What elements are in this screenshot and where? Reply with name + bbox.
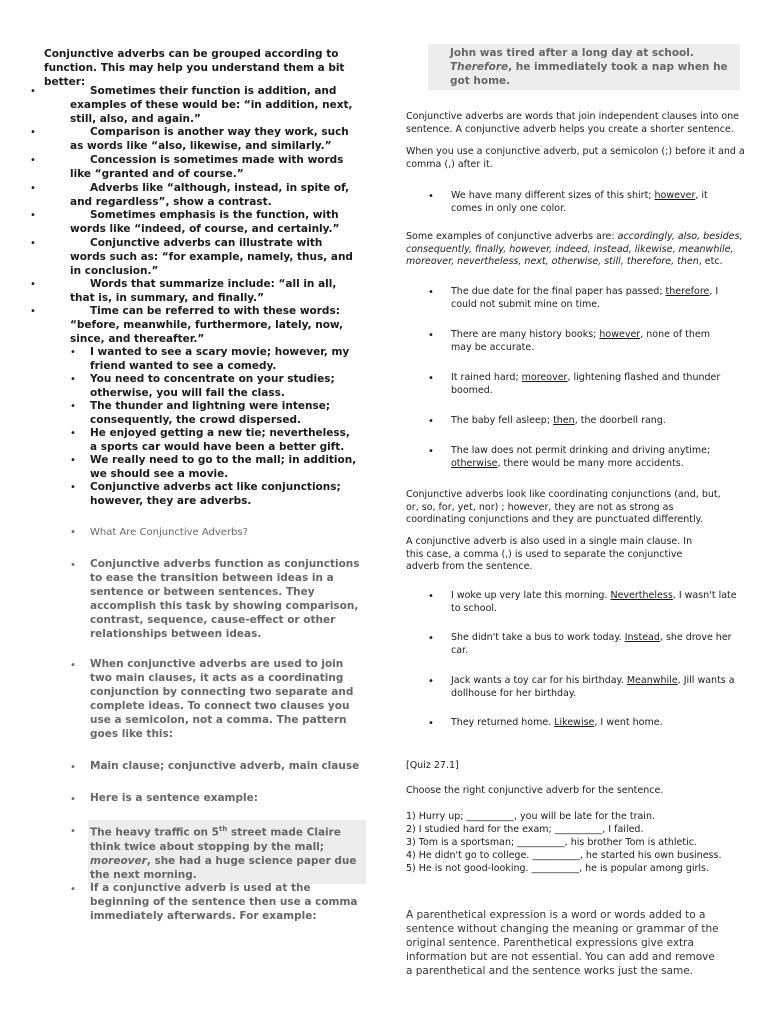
- bullet-icon: •: [70, 374, 76, 385]
- bullet-icon: •: [30, 210, 36, 221]
- traffic-example: [88, 820, 366, 884]
- traffic-text-end: , she had a huge science paper due the next morning.: [90, 854, 357, 881]
- sentence-text: The due date for the final paper has passed;: [451, 286, 666, 297]
- list-item: Words that summarize include: “all in all, that is, in summary, and finally.”: [70, 278, 337, 304]
- bullet-icon: •: [70, 794, 76, 805]
- list-item: Sometimes their function is addition, and examples of these would be: “in addition, next, still, also, and again.”: [70, 85, 353, 125]
- bullet-icon: •: [70, 762, 76, 773]
- sentence-text: , I went home.: [594, 717, 663, 728]
- list-item: Adverbs like “although, instead, in spite of, and regardless”, show a contrast.: [70, 182, 350, 208]
- list-item: [451, 590, 741, 615]
- bullet-icon: •: [428, 330, 434, 341]
- coordinating-paragraph: Conjunctive adverbs look like coordinating conjunctions (and, but, or, so, for, yet, nor) ; however, they are not as strong as coordinating conjunctions and they are punctuated differently.: [406, 489, 721, 525]
- bullet-icon: •: [70, 884, 76, 895]
- sentence-text: , the doorbell rang.: [574, 415, 666, 426]
- join-paragraph: When conjunctive adverbs are used to join two main clauses, it acts as a coordinating conjunction by connecting two separate and complete ideas. To connect two clauses you use a semicolon, not a comma. The pattern goes like this:: [90, 658, 354, 740]
- bullet-icon: •: [30, 238, 36, 249]
- list-item: [451, 329, 731, 354]
- traffic-superscript: th: [218, 825, 228, 833]
- beginning-paragraph: If a conjunctive adverb is used at the beginning of the sentence then use a comma immediately afterwards. For example:: [90, 882, 358, 922]
- sentence-text: , there would be many more accidents.: [497, 457, 684, 469]
- bullet-icon: •: [428, 287, 434, 298]
- sentence-text: I woke up very late this morning.: [451, 590, 611, 601]
- bullet-icon: •: [30, 183, 36, 194]
- bullet-icon: •: [30, 86, 36, 97]
- some-examples-lead: Some examples of conjunctive adverbs are:: [406, 231, 618, 242]
- bullet-icon: •: [70, 482, 76, 493]
- bullet-icon: •: [428, 446, 434, 457]
- list-item: Sometimes emphasis is the function, with words like “indeed, of course, and certainly.”: [70, 209, 340, 235]
- shirt-text-start: We have many different sizes of this shirt;: [451, 190, 655, 201]
- bullet-icon: •: [428, 676, 434, 687]
- bullet-icon: •: [70, 560, 76, 571]
- bullet-icon: •: [70, 660, 76, 671]
- sentence-text: The law does not permit drinking and driving anytime;: [451, 445, 711, 456]
- some-examples-tail: , etc.: [698, 256, 723, 267]
- quiz-item: 4) He didn't go to college. __________, he started his own business.: [406, 850, 722, 861]
- list-item: [451, 415, 731, 428]
- underlined-word: then: [553, 415, 575, 426]
- list-item: [451, 675, 741, 700]
- bullet-icon: •: [70, 428, 76, 439]
- list-item: The thunder and lightning were intense; consequently, the crowd dispersed.: [90, 400, 331, 426]
- bullet-icon: •: [428, 633, 434, 644]
- what-are-heading: What Are Conjunctive Adverbs?: [90, 527, 248, 538]
- shirt-text-end: , it comes in only one color.: [451, 190, 708, 214]
- bullet-icon: •: [70, 401, 76, 412]
- list-item: [451, 286, 731, 311]
- semicolon-rule-paragraph: When you use a conjunctive adverb, put a semicolon (;) before it and a comma (,) after it.: [406, 146, 745, 170]
- list-item: Comparison is another way they work, such as words like “also, likewise, and similarly.”: [70, 126, 349, 152]
- bullet-icon: •: [30, 155, 36, 166]
- john-text-start: John was tired after a long day at school.: [450, 47, 694, 59]
- shirt-underlined-word: however: [654, 190, 696, 201]
- single-clause-paragraph: A conjunctive adverb is also used in a single main clause. In this case, a comma (,) is used to separate the conjunctive adverb from the sentence.: [406, 536, 693, 572]
- john-text-end: , he immediately took a nap when he got home.: [450, 61, 728, 87]
- traffic-text-mid: street made Claire think twice about stopping by the mall;: [90, 826, 341, 853]
- traffic-text-start: The heavy traffic on 5: [90, 826, 219, 839]
- bullet-icon: •: [428, 373, 434, 384]
- sentence-text: Jack wants a toy car for his birthday.: [451, 675, 627, 686]
- quiz-instruction: Choose the right conjunctive adverb for the sentence.: [406, 785, 664, 796]
- sentence-text: , I could not submit mine on time.: [451, 286, 719, 310]
- list-item: [451, 717, 741, 730]
- quiz-item: 5) He is not good-looking. __________, he is popular among girls.: [406, 863, 710, 874]
- bullet-icon: •: [428, 191, 434, 202]
- john-example: [428, 44, 740, 90]
- bullet-icon: •: [30, 306, 36, 317]
- definition-paragraph: Conjunctive adverbs are words that join independent clauses into one sentence. A conjunctive adverb helps you create a shorter sentence.: [406, 111, 740, 135]
- sentence-text: There are many history books;: [451, 329, 600, 340]
- sentence-text: , she drove her car.: [451, 632, 732, 656]
- john-italic-word: Therefore: [450, 61, 509, 73]
- sentence-text: , none of them may be accurate.: [451, 329, 710, 353]
- bullet-icon: •: [70, 455, 76, 466]
- underlined-word: Nevertheless: [610, 590, 673, 601]
- underlined-word: Likewise: [554, 717, 595, 728]
- some-examples-paragraph: [406, 231, 748, 269]
- bullet-icon: •: [428, 416, 434, 427]
- sentence-text: , lightening flashed and thunder boomed.: [451, 372, 721, 396]
- bullet-icon: •: [70, 527, 76, 538]
- sentence-text: It rained hard;: [451, 372, 522, 383]
- quiz-item: 3) Tom is a sportsman; __________, his brother Tom is athletic.: [406, 837, 697, 848]
- list-item: [451, 445, 731, 470]
- parenthetical-paragraph: A parenthetical expression is a word or words added to a sentence without changing the meaning or grammar of the original sentence. Parenthetical expressions give extra information but are not essential. You can add and remove a parenthetical and the sentence works just the same.: [406, 909, 719, 977]
- list-item: [451, 632, 741, 657]
- pattern-text: Main clause; conjunctive adverb, main clause: [90, 760, 360, 772]
- list-item: Time can be referred to with these words: “before, meanwhile, furthermore, lately, now, since, and thereafter.”: [70, 305, 343, 345]
- list-item: I wanted to see a scary movie; however, my friend wanted to see a comedy.: [90, 346, 350, 372]
- underlined-word: however: [599, 329, 641, 340]
- list-item: He enjoyed getting a new tie; nevertheless, a sports car would have been a better gift.: [90, 427, 350, 453]
- sentence-text: She didn't take a bus to work today.: [451, 632, 625, 643]
- here-is-text: Here is a sentence example:: [90, 792, 258, 804]
- quiz-item: 2) I studied hard for the exam; __________, I failed.: [406, 824, 644, 835]
- underlined-word: moreover: [521, 372, 568, 383]
- bullet-icon: •: [70, 347, 76, 358]
- sentence-text: They returned home.: [451, 717, 555, 728]
- function-paragraph: Conjunctive adverbs function as conjunctions to ease the transition between ideas in a sentence or between sentences. They accomplish this task by showing comparison, contrast, sequence, cause-effect or other relationships between ideas.: [90, 558, 360, 640]
- underlined-word: otherwise: [451, 457, 498, 469]
- list-item: We really need to go to the mall; in addition, we should see a movie.: [90, 454, 357, 480]
- sentence-text: , Jill wants a dollhouse for her birthday.: [451, 675, 735, 699]
- bullet-icon: •: [30, 279, 36, 290]
- bullet-icon: •: [70, 826, 76, 837]
- bullet-icon: •: [30, 127, 36, 138]
- traffic-italic-word: moreover: [90, 854, 147, 867]
- bullet-icon: •: [428, 718, 434, 729]
- intro-text: Conjunctive adverbs can be grouped according to function. This may help you understand them a bit better:: [44, 48, 345, 88]
- underlined-word: Instead: [624, 632, 660, 643]
- underlined-word: Meanwhile: [626, 675, 678, 686]
- some-examples-list: accordingly, also, besides, consequently, finally, however, indeed, instead, likewise, meanwhile, moreover, nevertheless, next, otherwise, still, therefore, then: [406, 231, 743, 267]
- list-item: Concession is sometimes made with words like “granted and of course.”: [70, 154, 344, 180]
- quiz-item: 1) Hurry up; __________, you will be late for the train.: [406, 811, 655, 822]
- list-item: You need to concentrate on your studies; otherwise, you will fail the class.: [90, 373, 335, 399]
- sentence-text: , I wasn't late to school.: [451, 590, 737, 614]
- sentence-text: The baby fell asleep;: [451, 415, 554, 426]
- list-item: Conjunctive adverbs can illustrate with words such as: “for example, namely, thus, and in conclusion.”: [70, 237, 353, 277]
- quiz-title: [Quiz 27.1]: [406, 760, 459, 771]
- list-item: Conjunctive adverbs act like conjunctions; however, they are adverbs.: [90, 481, 341, 507]
- shirt-example: [451, 190, 731, 215]
- underlined-word: therefore: [665, 286, 710, 297]
- list-item: [451, 372, 731, 397]
- bullet-icon: •: [428, 591, 434, 602]
